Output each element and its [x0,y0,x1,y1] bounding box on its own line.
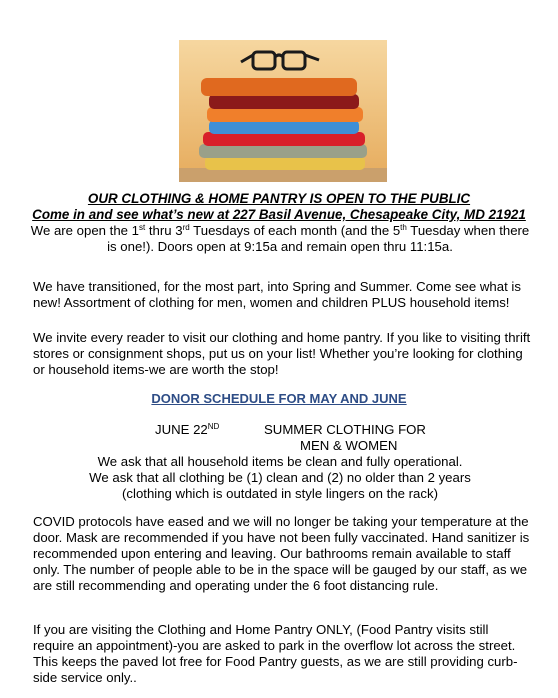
donor-rule-1: We ask that all household items be clean and fully operational. [97,454,463,469]
hours-text [30,223,530,255]
red-shirt [203,132,365,146]
yellow-shirt [205,156,365,170]
headline: OUR CLOTHING & HOME PANTRY IS OPEN TO THE PUBLIC [87,191,471,206]
schedule-desc-line-2: MEN & WOMEN [300,438,398,453]
schedule-date-sup: ND [207,422,220,431]
address-line: Come in and see what’s new at 227 Basil Avenue, Chesapeake City, MD 21921 [32,207,526,222]
hours-part-3: Tuesdays of each month (and the 5 [189,223,401,238]
hours-part-2: thru 3 [145,223,183,238]
invite-paragraph: We invite every reader to visit our clothing and home pantry. If you like to visiting thrift stores or consignment shops, put us on your list! Whether you’re looking for clothing or household items-we are worth the stop! [33,330,531,377]
hours-part-1: We are open the 1 [30,223,139,238]
transition-paragraph: We have transitioned, for the most part, into Spring and Summer. Come see what is new! Assortment of clothing for men, women and children PLUS household items! [33,279,521,310]
donor-rule-3: (clothing which is outdated in style lingers on the rack) [122,486,438,501]
schedule-desc-line-1: SUMMER CLOTHING FOR [264,422,426,437]
top-orange-shirt [201,78,357,96]
hours-sup-3: th [400,223,407,232]
donor-schedule-title: DONOR SCHEDULE FOR MAY AND JUNE [151,391,407,406]
hours-sup-1: st [139,223,146,232]
clothes-stack-photo [179,40,387,182]
covid-paragraph: COVID protocols have eased and we will no longer be taking your temperature at the door. Mask are recommended if you have not been fully vaccinated. Hand sanitizer is recommended upon entering and leaving. Our bathrooms remain available to staff only. The number of people able to be in the space will be gauged by our staff, as we are still recommending and operating under the 6 foot distancing rule. [33,514,530,593]
hours-sup-2: rd [182,223,190,232]
schedule-description [264,422,444,454]
blue-shirt [209,120,359,134]
schedule-date-main: JUNE 22 [155,422,208,437]
folded-clothes-illustration [179,40,387,182]
maroon-shirt [209,94,359,109]
schedule-date [155,422,219,438]
hours-part-4: Tuesday when there is one!). Doors open at 9:15a and remain open thru 11:15a. [107,223,530,254]
orange-shirt [207,107,363,122]
gray-green-shirt [199,144,367,158]
donor-rule-2: We ask that all clothing be (1) clean and (2) no older than 2 years [89,470,471,485]
parking-paragraph: If you are visiting the Clothing and Home Pantry ONLY, (Food Pantry visits still require an appointment)-you are asked to park in the overflow lot across the street. This keeps the paved lot free for Food Pantry guests, as we are still providing curb-side service only.. [33,622,518,685]
